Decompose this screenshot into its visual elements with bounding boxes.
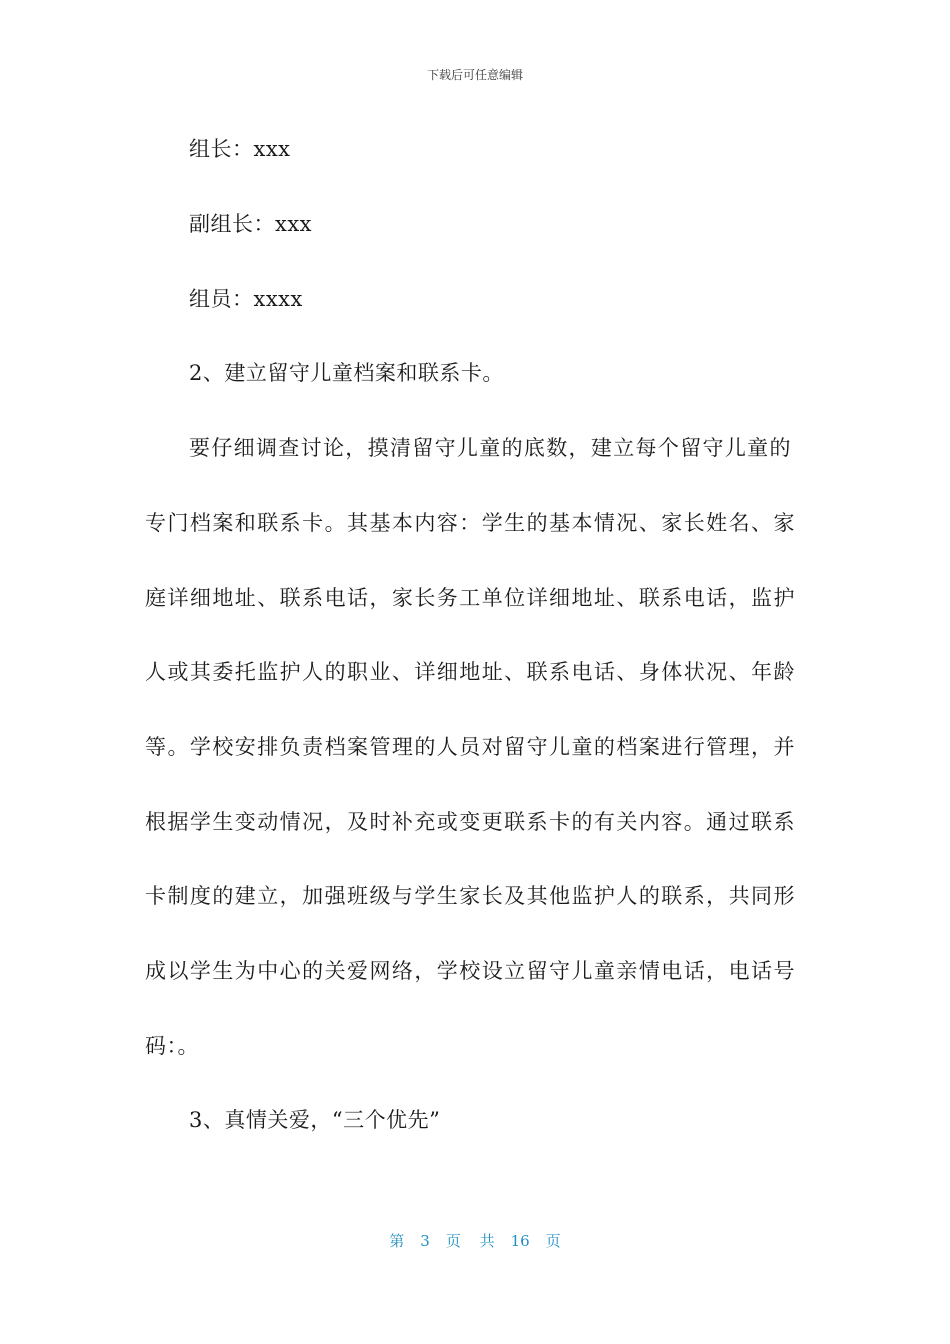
paragraph-line: 卡制度的建立，加强班级与学生家长及其他监护人的联系，共同形 <box>145 884 795 908</box>
paragraph-line: 等。学校安排负责档案管理的人员对留守儿童的档案进行管理，并 <box>145 735 795 759</box>
paragraph-line: 成以学生为中心的关爱网络，学校设立留守儿童亲情电话，电话号 <box>145 959 795 983</box>
paragraph-line: 根据学生变动情况，及时补充或变更联系卡的有关内容。通过联系 <box>145 810 795 834</box>
section-heading-3: 3、真情关爱，“三个优先” <box>189 1108 441 1132</box>
current-page-number: 3 <box>420 1232 430 1250</box>
page-middle-text: 页 共 <box>445 1232 495 1250</box>
paragraph-line: 专门档案和联系卡。其基本内容：学生的基本情况、家长姓名、家 <box>145 511 795 535</box>
leader-line: 组长：xxx <box>189 137 291 161</box>
paragraph-line: 人或其委托监护人的职业、详细地址、联系电话、身体状况、年龄 <box>145 660 795 684</box>
members-line: 组员：xxxx <box>189 287 303 311</box>
deputy-leader-line: 副组长：xxx <box>189 212 313 236</box>
page-suffix: 页 <box>545 1232 561 1250</box>
page-header: 下载后可任意编辑 <box>426 68 523 82</box>
page-footer <box>0 1230 950 1251</box>
paragraph-line: 庭详细地址、联系电话，家长务工单位详细地址、联系电话，监护 <box>145 586 795 610</box>
section-heading-2: 2、建立留守儿童档案和联系卡。 <box>189 361 504 385</box>
total-pages-number: 16 <box>510 1232 530 1250</box>
page-prefix: 第 <box>389 1232 405 1250</box>
paragraph-line: 要仔细调查讨论，摸清留守儿童的底数，建立每个留守儿童的 <box>189 436 791 460</box>
paragraph-line: 码：。 <box>145 1034 199 1058</box>
